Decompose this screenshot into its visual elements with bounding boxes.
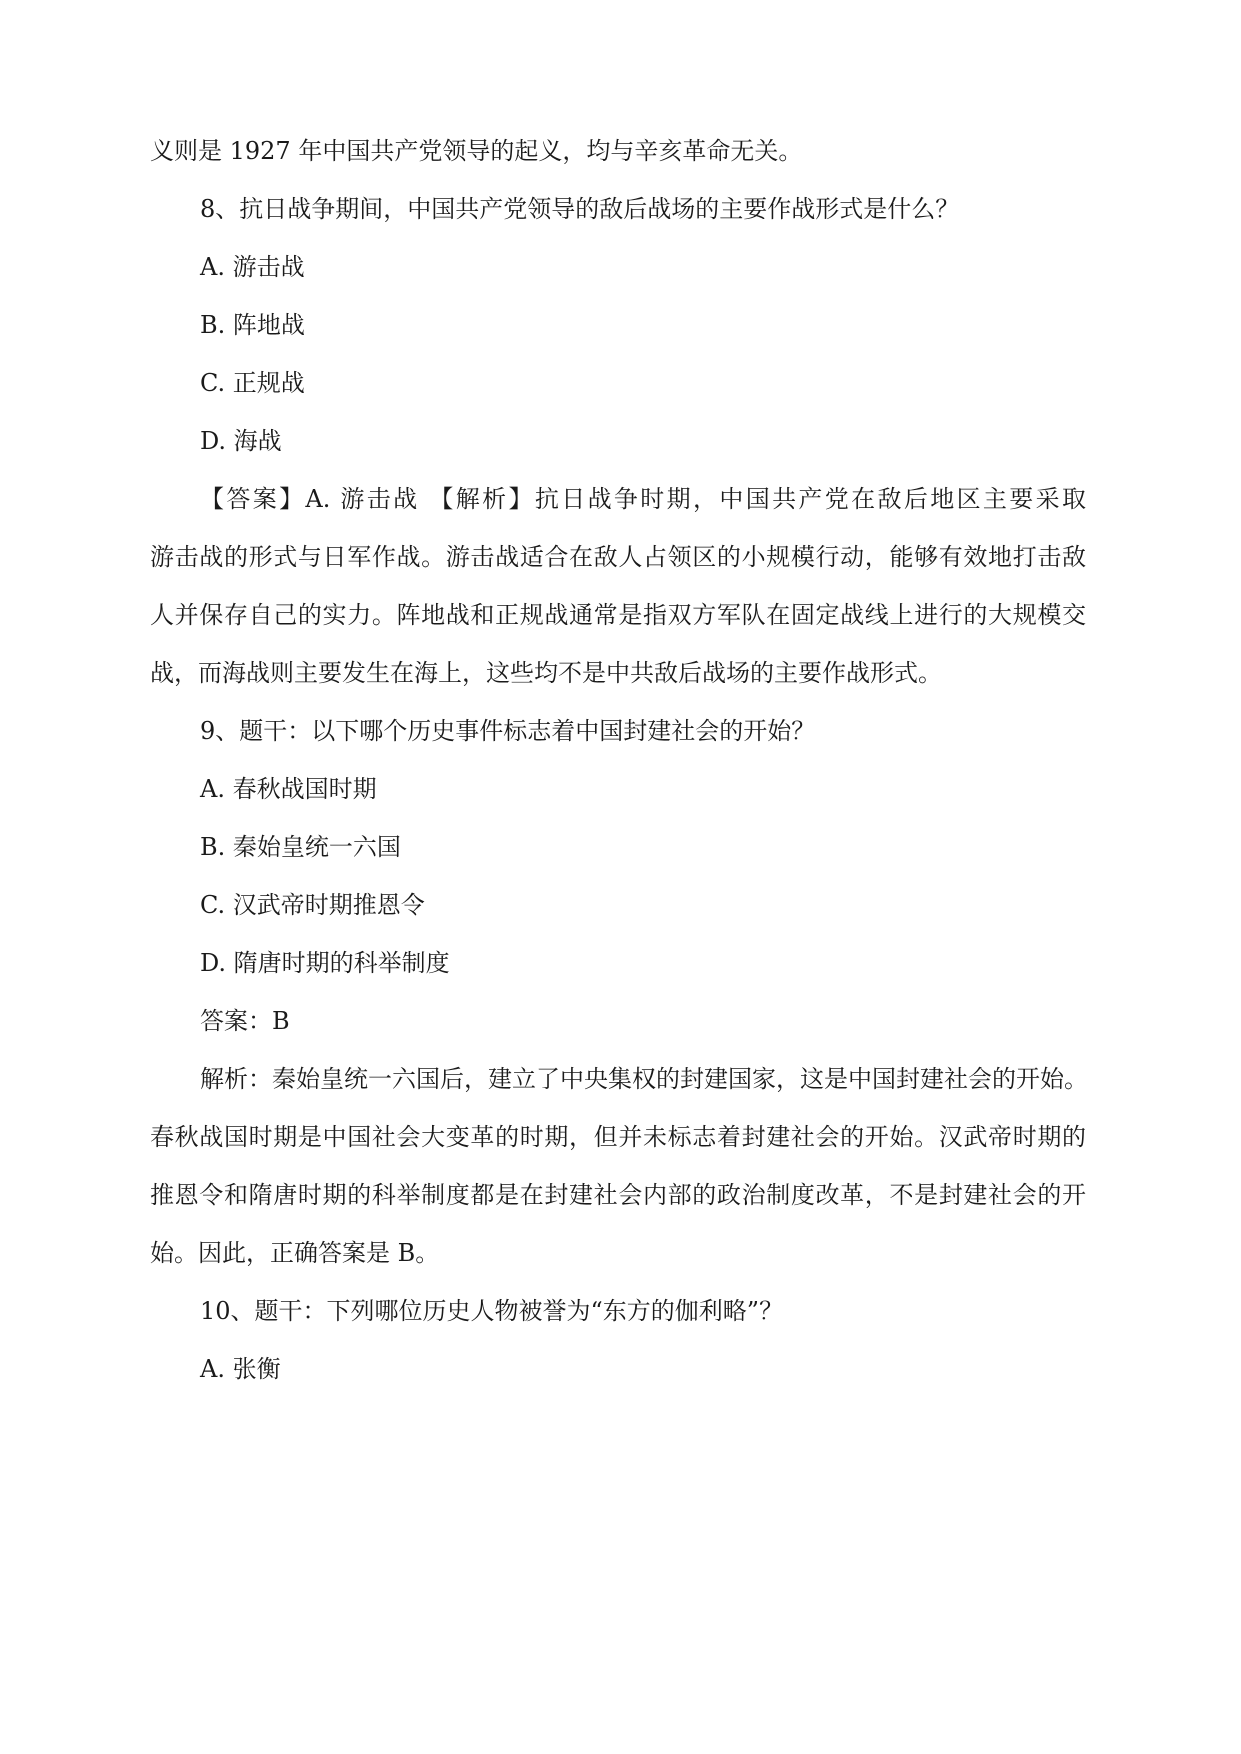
q8-option-d: D. 海战	[200, 427, 282, 455]
q10-option-a: A. 张衡	[200, 1355, 281, 1383]
q8-option-b: B. 阵地战	[200, 311, 305, 339]
q9-option-c: C. 汉武帝时期推恩令	[200, 891, 425, 919]
q8-explanation-line: 战，而海战则主要发生在海上，这些均不是中共敌后战场的主要作战形式。	[150, 659, 942, 687]
question-9: 9、题干：以下哪个历史事件标志着中国封建社会的开始？	[200, 717, 816, 745]
q8-option-a: A. 游击战	[200, 253, 305, 281]
q9-explanation-line: 始。因此，正确答案是 B。	[150, 1239, 440, 1267]
q9-option-a: A. 春秋战国时期	[200, 775, 377, 803]
q9-answer: 答案：B	[200, 1007, 290, 1035]
q9-explanation-line: 推恩令和隋唐时期的科举制度都是在封建社会内部的政治制度改革，不是封建社会的开	[150, 1181, 1086, 1209]
q9-explanation-line: 春秋战国时期是中国社会大变革的时期，但并未标志着封建社会的开始。汉武帝时期的	[150, 1123, 1086, 1151]
q8-option-c: C. 正规战	[200, 369, 305, 397]
q8-answer-explanation: 【答案】A. 游击战 【解析】抗日战争时期，中国共产党在敌后地区主要采取	[200, 485, 1086, 513]
question-10: 10、题干：下列哪位历史人物被誉为“东方的伽利略”？	[200, 1297, 784, 1325]
q9-option-d: D. 隋唐时期的科举制度	[200, 949, 450, 977]
explanation-continuation: 义则是 1927 年中国共产党领导的起义，均与辛亥革命无关。	[150, 137, 803, 165]
q9-explanation: 解析：秦始皇统一六国后，建立了中央集权的封建国家，这是中国封建社会的开始。	[200, 1065, 1088, 1093]
q8-explanation-line: 人并保存自己的实力。阵地战和正规战通常是指双方军队在固定战线上进行的大规模交	[150, 601, 1086, 629]
q9-option-b: B. 秦始皇统一六国	[200, 833, 401, 861]
q8-explanation-line: 游击战的形式与日军作战。游击战适合在敌人占领区的小规模行动，能够有效地打击敌	[150, 543, 1086, 571]
question-8: 8、抗日战争期间，中国共产党领导的敌后战场的主要作战形式是什么？	[200, 195, 960, 223]
